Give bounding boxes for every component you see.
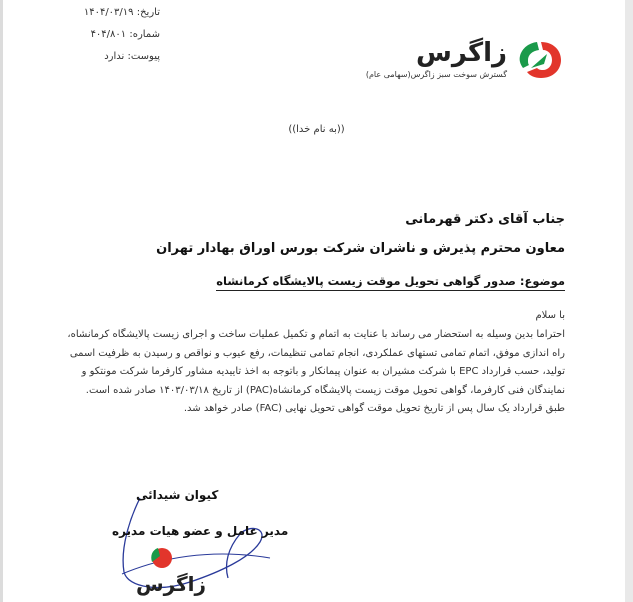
letter-meta xyxy=(60,6,160,72)
recipient-title: معاون محترم پذیرش و ناشران شرکت بورس اوراق بهادار تهران xyxy=(156,241,565,256)
signer-title: مدیر عامل و عضو هیات مدیره xyxy=(112,524,289,538)
letter-subject: موضوع: صدور گواهی تحویل موقت زیست پالایشگاه کرمانشاه xyxy=(216,274,565,291)
greeting: با سلام xyxy=(535,310,565,321)
number-field: شماره: ۴۰۴/۸۰۱ xyxy=(90,29,160,40)
letter-body: احتراما بدین وسیله به استحضار می رساند با عنایت به اتمام و تکمیل عملیات ساخت و اجرای زیست پالایشگاه کرمانشاه، راه اندازی موفق، اتمام تمامی تستهای عملکردی، انجام تمامی تنظیمات، رفع عیوب و نواقص و رسیدن به ظرفیت اسمی تولید، حسب قرارداد EPC با شرکت مشیران به عنوان پیمانکار و باتوجه به اخذ تاییدیه مشاور کارفرما شرکت مونتکو و نمایندگان فنی کارفرما، گواهی تحویل موقت زیست پالایشگاه کرمانشاه(PAC) از تاریخ ۱۴۰۳/۰۳/۱۸ صادر شده است. طبق قرارداد یک سال پس از تاریخ تحویل موقت گواهی تحویل نهایی (FAC) صادر خواهد شد. xyxy=(67,329,565,414)
date-field: تاریخ: ۱۴۰۴/۰۳/۱۹ xyxy=(83,7,160,18)
recipient-name: جناب آقای دکتر قهرمانی xyxy=(405,212,565,227)
logo-wordmark: زاگرس xyxy=(415,38,507,68)
zagros-logo-icon xyxy=(517,38,565,82)
company-logo xyxy=(365,36,565,84)
stamp-wordmark: زاگرس xyxy=(136,572,207,596)
signature-block xyxy=(100,478,289,602)
basmala: ((به نام خدا)) xyxy=(288,124,345,135)
attachment-field: پیوست: ندارد xyxy=(104,51,160,62)
page-edge-left xyxy=(0,0,3,602)
page-edge-right xyxy=(625,0,633,602)
stamp-logo-icon xyxy=(151,548,172,568)
signer-name: کیوان شیدائی xyxy=(136,488,219,502)
logo-subtitle: گسترش سوخت سبز زاگرس(سهامی عام) xyxy=(365,70,507,79)
